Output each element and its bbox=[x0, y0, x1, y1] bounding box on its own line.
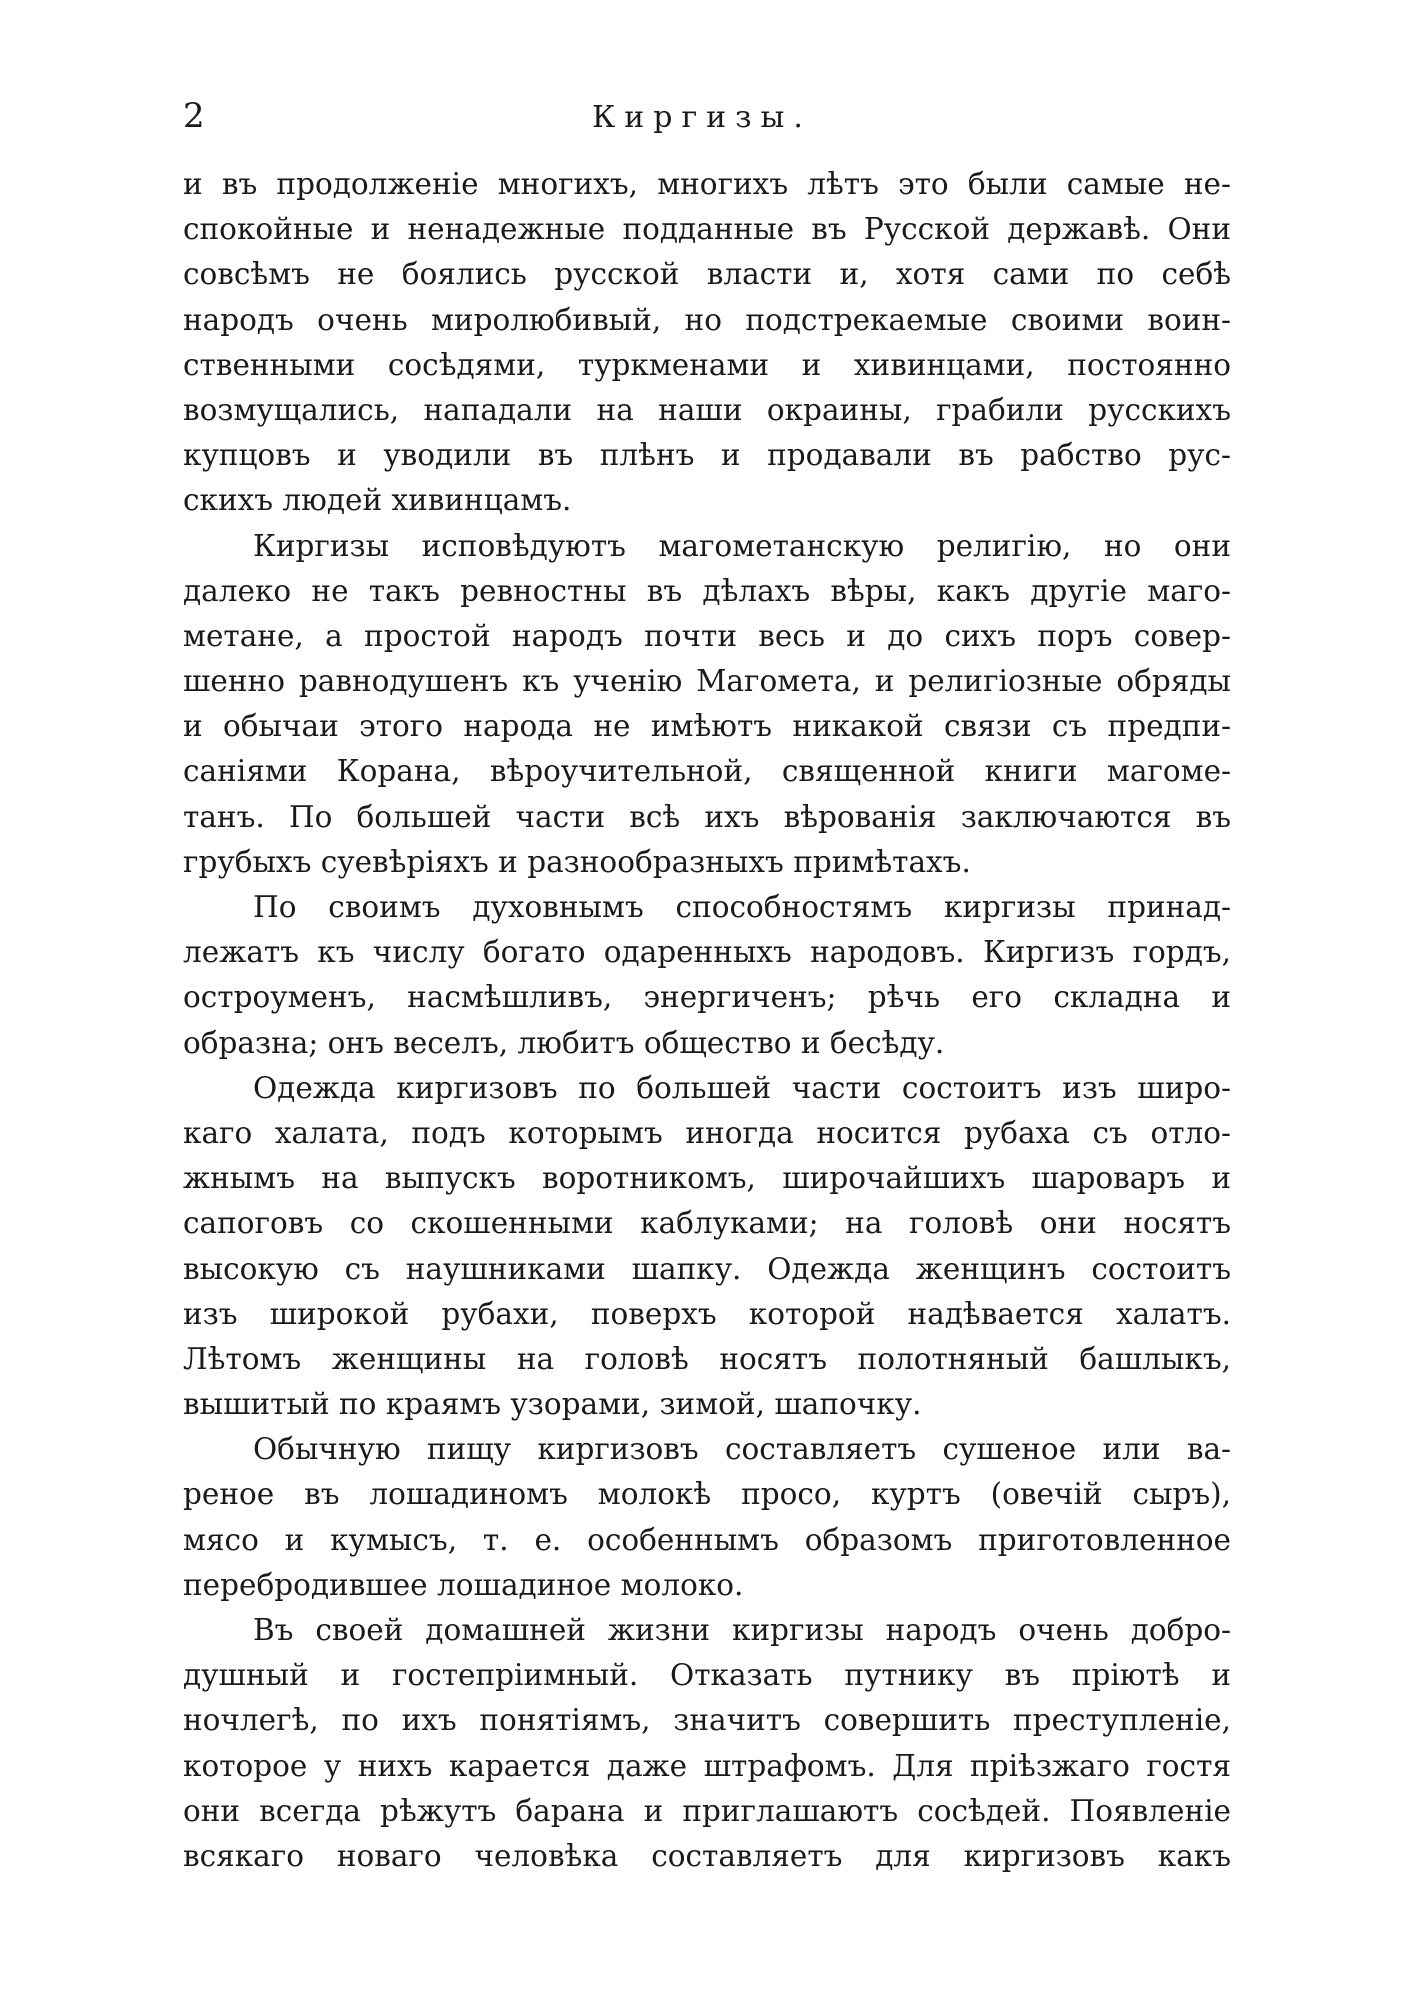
text-line: скихъ людей хивинцамъ. bbox=[183, 483, 572, 518]
paragraph bbox=[183, 162, 1231, 524]
text-line: совсѣмъ не боялись русской власти и, хотя сами по себѣ bbox=[183, 257, 1231, 292]
text-line: Одежда киргизовъ по большей части состоитъ изъ широ- bbox=[253, 1070, 1231, 1105]
text-line: образна; онъ веселъ, любитъ общество и бесѣду. bbox=[183, 1025, 945, 1060]
text-line: изъ широкой рубахи, поверхъ которой надѣвается халатъ. bbox=[183, 1296, 1231, 1331]
text-line: народъ очень миролюбивый, но подстрекаемые своими воин- bbox=[183, 302, 1231, 337]
text-line: вышитый по краямъ узорами, зимой, шапочку. bbox=[183, 1387, 922, 1422]
page-number: 2 bbox=[183, 96, 205, 136]
text-line: далеко не такъ ревностны въ дѣлахъ вѣры, какъ другіе маго- bbox=[183, 573, 1231, 608]
text-line: реное въ лошадиномъ молокѣ просо, куртъ (овечій сыръ), bbox=[183, 1477, 1231, 1512]
text-line: Въ своей домашней жизни киргизы народъ очень добро- bbox=[253, 1613, 1231, 1647]
text-line: ночлегѣ, по ихъ понятіямъ, значитъ совершить преступленіе, bbox=[183, 1703, 1231, 1738]
text-line: шенно равнодушенъ къ ученію Магомета, и религіозные обряды bbox=[183, 664, 1231, 699]
paragraph bbox=[183, 1608, 1231, 1879]
text-line: лежатъ къ числу богато одаренныхъ народовъ. Киргизъ гордъ, bbox=[183, 935, 1231, 970]
text-line: купцовъ и уводили въ плѣнъ и продавали въ рабство рус- bbox=[183, 438, 1231, 473]
text-line: Лѣтомъ женщины на головѣ носятъ полотняный башлыкъ, bbox=[183, 1341, 1231, 1376]
paragraph bbox=[183, 885, 1231, 1066]
running-title: Киргизы. bbox=[592, 100, 812, 135]
text-line: душный и гостепріимный. Отказать путнику въ пріютѣ и bbox=[183, 1658, 1231, 1693]
text-line: высокую съ наушниками шапку. Одежда женщинъ состоитъ bbox=[183, 1251, 1231, 1286]
text-line: По своимъ духовнымъ способностямъ киргизы принад- bbox=[253, 890, 1231, 924]
text-line: и обычаи этого народа не имѣютъ никакой связи съ предпи- bbox=[183, 709, 1231, 744]
body-text bbox=[183, 162, 1231, 1879]
text-line: жнымъ на выпускъ воротникомъ, широчайшихъ шароваръ и bbox=[183, 1161, 1231, 1196]
paragraph bbox=[183, 1066, 1231, 1428]
text-line: саніями Корана, вѣроучительной, священной книги магоме- bbox=[183, 754, 1231, 789]
text-line: грубыхъ суевѣріяхъ и разнообразныхъ примѣтахъ. bbox=[183, 844, 971, 879]
text-line: всякаго новаго человѣка составляетъ для киргизовъ какъ bbox=[183, 1838, 1231, 1873]
text-line: и въ продолженіе многихъ, многихъ лѣтъ это были самые не- bbox=[183, 167, 1231, 201]
text-line: перебродившее лошадиное молоко. bbox=[183, 1567, 744, 1602]
text-line: танъ. По большей части всѣ ихъ вѣрованія заключаются въ bbox=[183, 799, 1231, 834]
text-line: остроуменъ, насмѣшливъ, энергиченъ; рѣчь его складна и bbox=[183, 980, 1231, 1015]
text-line: мясо и кумысъ, т. е. особеннымъ образомъ приготовленное bbox=[183, 1522, 1231, 1557]
text-line: которое у нихъ карается даже штрафомъ. Для пріѣзжаго гостя bbox=[183, 1748, 1231, 1783]
paragraph bbox=[183, 524, 1231, 886]
text-line: Обычную пищу киргизовъ составляетъ сушеное или ва- bbox=[253, 1432, 1231, 1467]
text-line: Киргизы исповѣдуютъ магометанскую религію, но они bbox=[253, 528, 1231, 563]
text-line: спокойные и ненадежные подданные въ Русской державѣ. Они bbox=[183, 212, 1231, 247]
text-line: ственными сосѣдями, туркменами и хивинцами, постоянно bbox=[183, 347, 1231, 382]
text-line: метане, а простой народъ почти весь и до сихъ поръ совер- bbox=[183, 618, 1231, 653]
text-line: они всегда рѣжутъ барана и приглашаютъ сосѣдей. Появленіе bbox=[183, 1793, 1231, 1828]
paragraph bbox=[183, 1427, 1231, 1608]
text-line: возмущались, нападали на наши окраины, грабили русскихъ bbox=[183, 392, 1231, 427]
text-line: сапоговъ со скошенными каблуками; на головѣ они носятъ bbox=[183, 1206, 1231, 1241]
text-line: каго халата, подъ которымъ иногда носится рубаха съ отло- bbox=[183, 1115, 1231, 1150]
